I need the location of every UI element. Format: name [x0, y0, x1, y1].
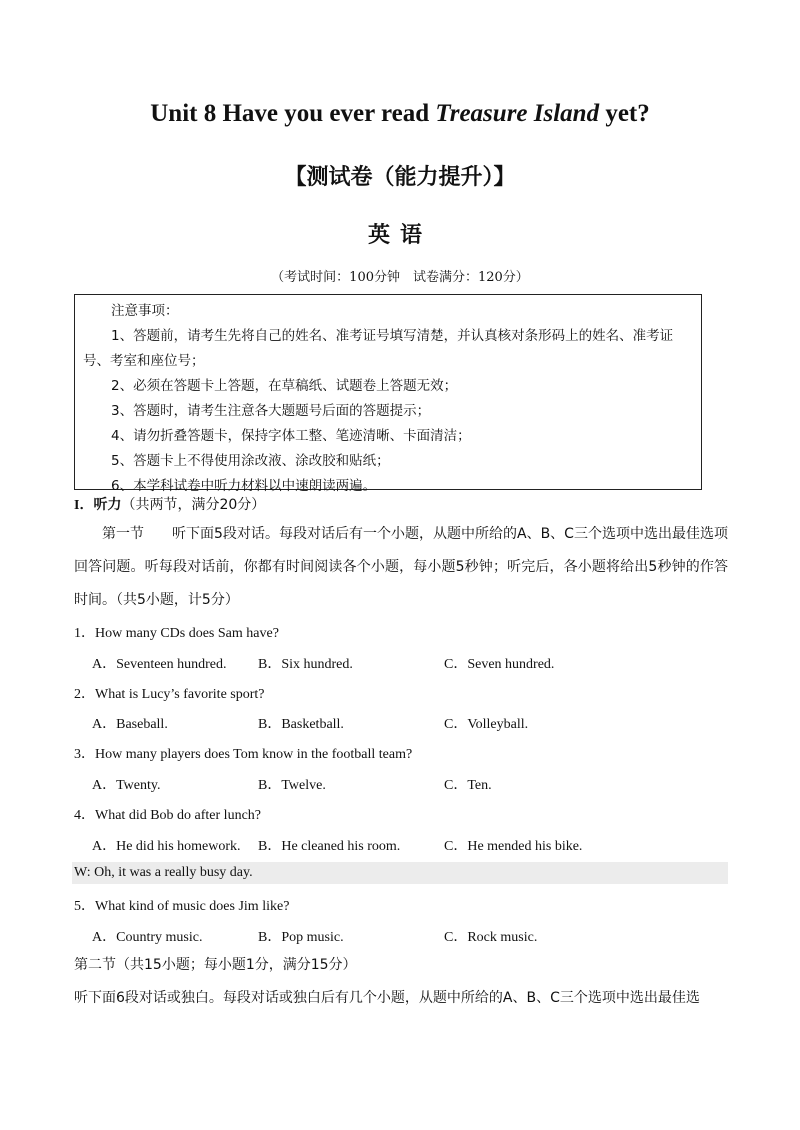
question-5: 5．What kind of music does Jim like? [74, 899, 290, 914]
part2-instructions: 听下面6段对话或独白。每段对话或独白后有几个小题，从题中所给的A、B、C三个选项中选出最佳选 [74, 990, 700, 1006]
question-2: 2．What is Lucy’s favorite sport? [74, 687, 265, 702]
option-b: B．Six hundred. [258, 657, 353, 672]
title-book-name: Treasure Island [435, 100, 600, 127]
exam-info: （考试时间：100分钟 试卷满分：120分） [271, 270, 529, 285]
notice-item: 2、必须在答题卡上答题，在草稿纸、试题卷上答题无效； [111, 378, 458, 394]
title-prefix: Unit 8 Have you ever read [150, 100, 436, 127]
notice-item: 5、答题卡上不得使用涂改液、涂改胶和贴纸； [111, 453, 390, 469]
notice-item: 3、答题时，请考生注意各大题题号后面的答题提示； [111, 403, 431, 419]
document-subtitle: 【测试卷（能力提升）】 [284, 165, 516, 190]
option-c: C．Volleyball. [444, 717, 529, 732]
title-suffix: yet? [599, 100, 650, 127]
option-b: B．Twelve. [258, 778, 326, 793]
option-a: A．He did his homework. [92, 839, 241, 854]
section-heading [74, 494, 265, 514]
notice-item: 4、请勿折叠答题卡，保持字体工整、笔迹清晰、卡面清洁； [111, 428, 471, 444]
question-1: 1．How many CDs does Sam have? [74, 626, 279, 641]
notice-item: 1、答题前，请考生先将自己的姓名、准考证号填写清楚，并认真核对条形码上的姓名、准考证号、考室和座位号； [83, 328, 674, 369]
part1-instructions: 第一节 听下面5段对话。每段对话后有一个小题，从题中所给的A、B、C三个选项中选出最佳选项回答问题。听每段对话前，你都有时间阅读各个小题，每小题5秒钟；听完后，各小题将给出5秒钟的作答时间。（共5小题，计5分） [74, 526, 728, 608]
option-a: A．Country music. [92, 930, 203, 945]
notice-heading: 注意事项： [111, 303, 179, 319]
notice-box [74, 294, 702, 494]
option-a: A．Seventeen hundred. [92, 657, 227, 672]
section-number: I．听力 [74, 498, 122, 513]
question-4: 4．What did Bob do after lunch? [74, 808, 262, 823]
option-a: A．Baseball. [92, 717, 168, 732]
section-note: （共两节，满分20分） [121, 497, 266, 513]
option-c: C．Seven hundred. [444, 657, 555, 672]
option-c: C．He mended his bike. [444, 839, 583, 854]
part2-title: 第二节（共15小题；每小题1分，满分15分） [74, 957, 357, 973]
document-title [0, 100, 800, 128]
notice-item: 6、本学科试卷中听力材料以中速朗读两遍。 [111, 478, 377, 494]
option-b: B．He cleaned his room. [258, 839, 401, 854]
question-3: 3．How many players does Tom know in the football team? [74, 747, 413, 762]
option-a: A．Twenty. [92, 778, 161, 793]
option-c: C．Ten. [444, 778, 492, 793]
option-c: C．Rock music. [444, 930, 538, 945]
option-b: B．Basketball. [258, 717, 344, 732]
highlighted-dialogue-line: W: Oh, it was a really busy day. [74, 865, 253, 880]
subject-label: 英语 [367, 223, 432, 248]
option-b: B．Pop music. [258, 930, 344, 945]
